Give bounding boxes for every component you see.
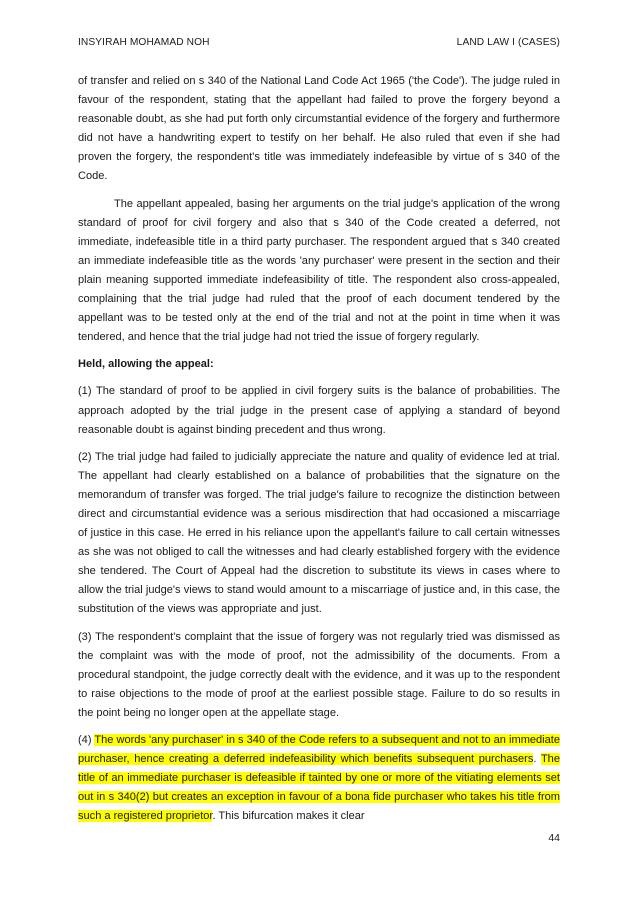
holding-1: (1) The standard of proof to be applied in civil forgery suits is the balance of probabilities. The approach adopted by the trial judge in the present case of applying a standard of beyond reasonable doubt is against binding precedent and thus wrong. bbox=[78, 385, 560, 436]
held-heading: Held, allowing the appeal: bbox=[78, 358, 214, 371]
header-author: INSYIRAH MOHAMAD NOH bbox=[78, 37, 210, 48]
highlight-immediate-purchaser: The title of an immediate purchaser is defeasible if tainted by one or more of the vitiating elements set out in s 340(2) but creates an exception in favour of a bona fide purchaser who takes his title from such a registered proprietor bbox=[78, 753, 560, 823]
page-header bbox=[78, 37, 560, 48]
paragraph-facts: of transfer and relied on s 340 of the National Land Code Act 1965 ('the Code'). The judge ruled in favour of the respondent, stating that the appellant had failed to prove the forgery beyond a reasonable doubt, as she had put forth only circumstantial evidence of the forgery and furthermore did not have a handwriting expert to testify on her behalf. He also ruled that even if she had proven the forgery, the respondent's title was immediately indefeasible by virtue of s 340 of the Code. bbox=[78, 75, 560, 183]
highlight-deferred-indefeasibility: The words 'any purchaser' in s 340 of the Code refers to a subsequent and not to an immediate purchaser, hence creating a deferred indefeasibility which benefits subsequent purchasers bbox=[78, 734, 560, 766]
holding-4 bbox=[78, 731, 560, 826]
holding-4-prefix: (4) bbox=[78, 734, 95, 746]
holding-2: (2) The trial judge had failed to judicially appreciate the nature and quality of evidence led at trial. The appellant had clearly established on a balance of probabilities that the signature on the memorandum of transfer was forged. The trial judge's failure to recognize the distinction between direct and circumstantial evidence was a serious misdirection that had occasioned a miscarriage of justice in this case. He erred in his reliance upon the appellant's failure to call certain witnesses as she was not obliged to call the witnesses and had clearly established forgery with the evidence she tendered. The Court of Appeal had the discretion to substitute its views in cases where to allow the trial judge's views to stand would amount to a miscarriage of justice and, in this case, the substitution of the views was appropriate and just. bbox=[78, 450, 560, 616]
holding-4-mid: . bbox=[533, 753, 541, 766]
paragraph-appeal: The appellant appealed, basing her arguments on the trial judge's application of the wrong standard of proof for civil forgery and also that s 340 of the Code created a deferred, not immediate, indefeasible title in a third party purchaser. The respondent argued that s 340 created an immediate indefeasible title as the words 'any purchaser' were present in the section and their plain meaning supported immediate indefeasibility of title. The respondent also cross-appealed, complaining that the trial judge had ruled that the proof of each document tendered by the appellant was to be tested only at the end of the trial and not at the point in time when it was tendered, and hence that the trial judge had not tried the issue of forgery regularly. bbox=[78, 197, 560, 344]
header-course: LAND LAW I (CASES) bbox=[456, 37, 560, 48]
page-body bbox=[78, 72, 560, 834]
page-number: 44 bbox=[548, 832, 560, 844]
holding-4-suffix: . This bifurcation makes it clear bbox=[212, 810, 365, 823]
holding-3: (3) The respondent's complaint that the issue of forgery was not regularly tried was dismissed as the complaint was with the mode of proof, not the admissibility of the documents. From a procedural standpoint, the judge correctly dealt with the evidence, and it was up to the respondent to raise objections to the mode of proof at the earliest possible stage. Failure to do so results in the point being no longer open at the appellate stage. bbox=[78, 630, 560, 719]
